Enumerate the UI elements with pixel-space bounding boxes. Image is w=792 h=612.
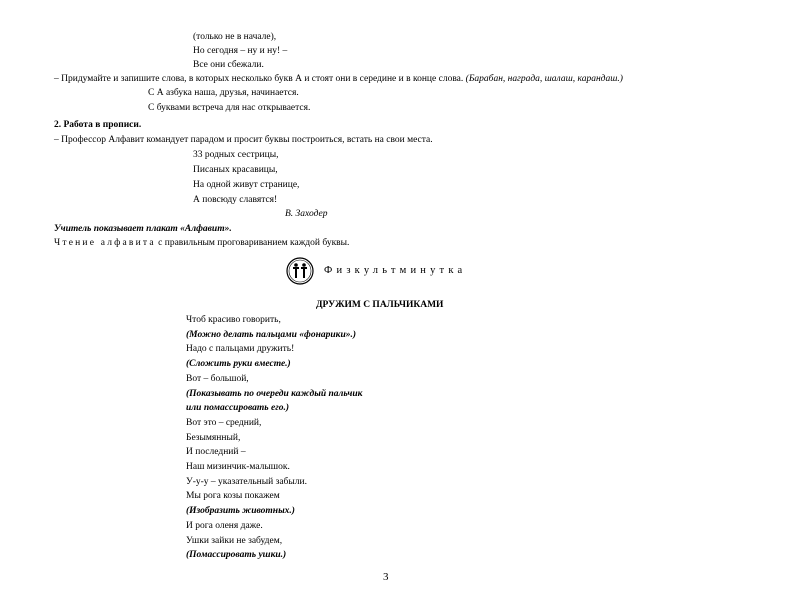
poem3-line-2: Писаных красавицы, [193,165,278,175]
exercise-line: (Показывать по очереди каждый пальчик [186,389,363,399]
exercise-line: У-у-у – указательный забыли. [186,477,307,487]
page-number: 3 [383,571,389,583]
exercise-line: или помассировать его.) [186,403,290,413]
poem3-line-4: А повсюду славятся! [193,195,278,205]
poem3-line-1: 33 родных сестрицы, [193,150,279,160]
exercise-title: ДРУЖИМ С ПАЛЬЧИКАМИ [316,300,444,310]
reading-rest: с правильным проговариванием каждой буквы. [158,238,350,248]
task-line [54,72,623,86]
reading-spaced: Чтение алфавита [54,238,156,248]
exercise-line: Вот это – средний, [186,418,262,428]
poem1-line-1: (только не в начале), [193,32,277,42]
exercise-line: (Можно делать пальцами «фонарики».) [186,330,357,340]
exercise-line: Надо с пальцами дружить! [186,344,295,354]
exercise-line: Ушки зайки не забудем, [186,536,283,546]
teacher-note: Учитель показывает плакат «Алфавит». [54,224,232,234]
exercise-line: Безымянный, [186,433,241,443]
exercise-line: Наш мизинчик-малышок. [186,462,290,472]
reading-line [54,236,349,250]
professor-line: – Профессор Алфавит командует парадом и просит буквы построиться, встать на свои места. [54,135,433,145]
poem3-line-3: На одной живут странице, [193,180,300,190]
exercise-line: Вот – большой, [186,374,249,384]
poem3-author: В. Заходер [285,209,328,219]
exercise-line: Чтоб красиво говорить, [186,315,281,325]
exercise-line: И рога оленя даже. [186,521,263,531]
section2-heading: 2. Работа в прописи. [54,120,142,130]
two-figures-circle-icon [286,257,314,285]
section-title: Физкультминутка [324,265,467,276]
exercise-line: Мы рога козы покажем [186,491,280,501]
poem2-line-1: С А азбука наша, друзья, начинается. [148,88,299,98]
exercise-line: (Изобразить животных.) [186,506,295,516]
poem1-line-2: Но сегодня – ну и ну! – [193,46,288,56]
exercise-line: (Помассировать ушки.) [186,550,287,560]
poem1-line-3: Все они сбежали. [193,60,264,70]
task-text: – Придумайте и запишите слова, в которых несколько букв А и стоят они в середине и в конце слова. [54,74,464,84]
exercise-line: (Сложить руки вместе.) [186,359,291,369]
poem2-line-2: С буквами встреча для нас открывается. [148,103,311,113]
task-answer: (Барабан, награда, шалаш, карандаш.) [465,74,623,84]
exercise-line: И последний – [186,447,246,457]
